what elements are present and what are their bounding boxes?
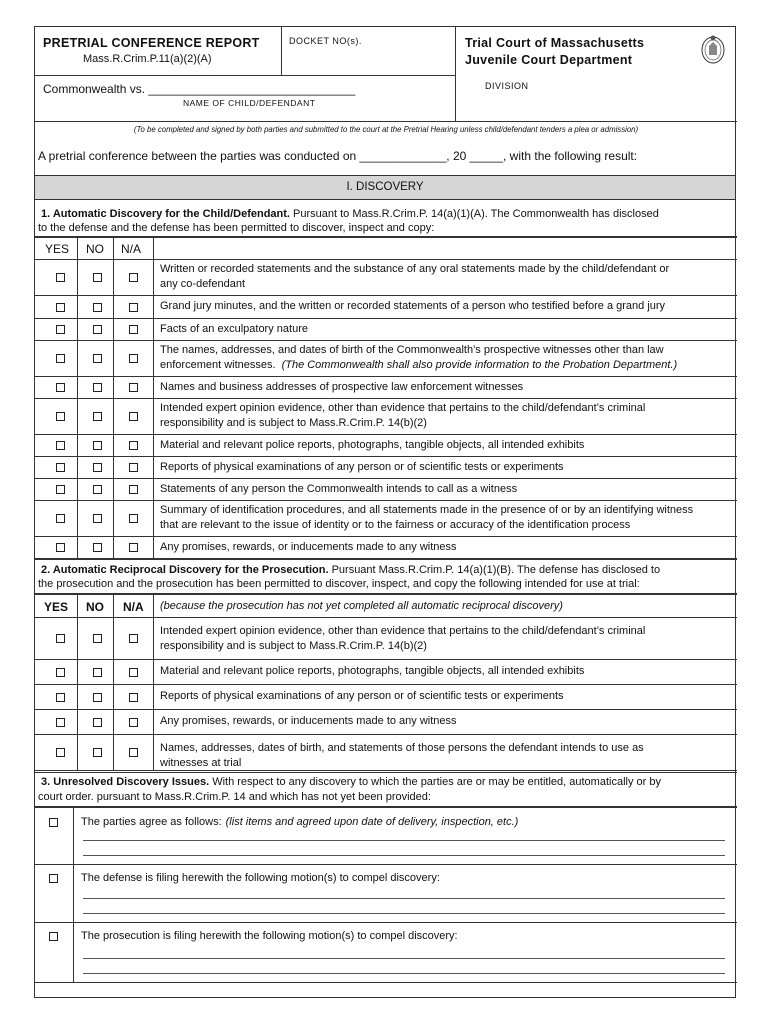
case-caption[interactable]: Commonwealth vs. _______________________________ [43, 82, 356, 96]
auto-item-2-no-checkbox[interactable] [93, 303, 102, 312]
auto-item-7-label: Material and relevant police reports, photographs, tangible objects, all intended exhibits [160, 438, 585, 451]
recip-item-1-na-checkbox[interactable] [129, 634, 138, 643]
recip-item-5-yes-checkbox[interactable] [56, 748, 65, 757]
auto-item-11-na-checkbox[interactable] [129, 543, 138, 552]
auto-item-8-no-checkbox[interactable] [93, 463, 102, 472]
prosecution-motion-line-2[interactable] [83, 973, 725, 974]
defense-motion-label: The defense is filing herewith the following motion(s) to compel discovery: [81, 872, 440, 884]
auto-item-2-label: Grand jury minutes, and the written or recorded statements of a person who testified before a grand jury [160, 300, 666, 312]
recip-item-2-yes-checkbox[interactable] [56, 668, 65, 677]
recip-item-5-na-checkbox[interactable] [129, 748, 138, 757]
recip-item-4-yes-checkbox[interactable] [56, 718, 65, 727]
auto-item-8-na-checkbox[interactable] [129, 463, 138, 472]
col-na-header: N/A [121, 242, 142, 256]
prosecution-motion-checkbox[interactable] [49, 932, 58, 941]
auto-item-1-no-checkbox[interactable] [93, 273, 102, 282]
parties-agree-line-1[interactable] [83, 840, 725, 841]
state-seal-icon [699, 33, 727, 65]
form-rule: Mass.R.Crim.P.11(a)(2)(A) [83, 53, 212, 65]
auto-item-4-na-checkbox[interactable] [129, 354, 138, 363]
col-yes-header: YES [45, 242, 70, 256]
auto-item-5-na-checkbox[interactable] [129, 383, 138, 392]
auto-item-9-yes-checkbox[interactable] [56, 485, 65, 494]
section-discovery-title: I. DISCOVERY [35, 175, 735, 200]
prosecution-motion-line-1[interactable] [83, 958, 725, 959]
auto-item-2-yes-checkbox[interactable] [56, 303, 65, 312]
form-title: PRETRIAL CONFERENCE REPORT [43, 36, 260, 50]
instructions: (To be completed and signed by both parties and submitted to the court at the Pretrial Hearing unless child/defendant tenders a plea or admission) [133, 125, 639, 134]
auto-item-11-yes-checkbox[interactable] [56, 543, 65, 552]
recip-item-1-label: Intended expert opinion evidence, other than evidence that pertains to the child/defendant’s criminal responsibility and is subject to Mass.R.Crim.P. 14(b)(2) [160, 625, 646, 652]
auto-item-9-no-checkbox[interactable] [93, 485, 102, 494]
auto-item-5-label: Names and business addresses of prospective law enforcement witnesses [160, 380, 524, 393]
recip-item-5-label: Names, addresses, dates of birth, and statements of those persons the defendant intends to use as witnesses at trial [160, 742, 644, 769]
prosecution-motion-label: The prosecution is filing herewith the following motion(s) to compel discovery: [81, 930, 458, 942]
auto-discovery-heading-line2: to the defense and the defense has been permitted to discover, inspect and copy: [38, 222, 435, 234]
recip-col-note: (because the prosecution has not yet completed all automatic reciprocal discovery) [160, 600, 563, 612]
recip-item-3-label: Reports of physical examinations of any person or of scientific tests or experiments [160, 690, 564, 702]
recip-item-1-yes-checkbox[interactable] [56, 634, 65, 643]
parties-agree-line-2[interactable] [83, 855, 725, 856]
form-page [34, 26, 736, 998]
auto-item-10-na-checkbox[interactable] [129, 514, 138, 523]
court-name: Trial Court of Massachusetts [465, 36, 645, 50]
auto-item-11-label: Any promises, rewards, or inducements made to any witness [160, 540, 457, 553]
auto-item-3-no-checkbox[interactable] [93, 325, 102, 334]
auto-item-3-na-checkbox[interactable] [129, 325, 138, 334]
recip-col-yes-header: YES [44, 600, 69, 614]
recip-item-5-no-checkbox[interactable] [93, 748, 102, 757]
conference-intro: A pretrial conference between the parties was conducted on _____________, 20 _____, with the following result: [38, 149, 638, 163]
auto-item-10-no-checkbox[interactable] [93, 514, 102, 523]
auto-item-8-label: Reports of physical examinations of any person or of scientific tests or experiments [160, 460, 564, 473]
recip-item-3-na-checkbox[interactable] [129, 693, 138, 702]
auto-item-3-yes-checkbox[interactable] [56, 325, 65, 334]
auto-item-6-no-checkbox[interactable] [93, 412, 102, 421]
auto-item-3-label: Facts of an exculpatory nature [160, 322, 308, 335]
auto-item-7-no-checkbox[interactable] [93, 441, 102, 450]
defense-motion-line-2[interactable] [83, 913, 725, 914]
auto-item-1-label: Written or recorded statements and the substance of any oral statements made by the child/defendant or any co-defendant [160, 263, 670, 290]
unresolved-heading-line2: court order. pursuant to Mass.R.Crim.P. 14 and which has not yet been provided: [38, 791, 431, 803]
name-label: NAME OF CHILD/DEFENDANT [183, 98, 316, 108]
defense-motion-line-1[interactable] [83, 898, 725, 899]
recip-item-3-no-checkbox[interactable] [93, 693, 102, 702]
auto-item-7-na-checkbox[interactable] [129, 441, 138, 450]
recip-item-4-label: Any promises, rewards, or inducements made to any witness [160, 715, 457, 727]
recip-item-2-na-checkbox[interactable] [129, 668, 138, 677]
auto-item-6-na-checkbox[interactable] [129, 412, 138, 421]
parties-agree-label: The parties agree as follows: (list items and agreed upon date of delivery, inspection, etc.) [81, 816, 519, 828]
auto-item-2-na-checkbox[interactable] [129, 303, 138, 312]
defense-motion-checkbox[interactable] [49, 874, 58, 883]
docket-label: DOCKET NO(s). [289, 36, 362, 46]
recip-item-4-no-checkbox[interactable] [93, 718, 102, 727]
auto-item-8-yes-checkbox[interactable] [56, 463, 65, 472]
recip-item-2-no-checkbox[interactable] [93, 668, 102, 677]
recip-item-4-na-checkbox[interactable] [129, 718, 138, 727]
auto-item-1-yes-checkbox[interactable] [56, 273, 65, 282]
division-label: DIVISION [485, 81, 529, 91]
recip-item-1-no-checkbox[interactable] [93, 634, 102, 643]
auto-item-9-na-checkbox[interactable] [129, 485, 138, 494]
recip-col-no-header: NO [86, 600, 104, 614]
auto-item-7-yes-checkbox[interactable] [56, 441, 65, 450]
auto-item-4-yes-checkbox[interactable] [56, 354, 65, 363]
auto-item-1-na-checkbox[interactable] [129, 273, 138, 282]
auto-item-6-yes-checkbox[interactable] [56, 412, 65, 421]
recip-col-na-header: N/A [123, 600, 144, 614]
auto-discovery-heading: 1. Automatic Discovery for the Child/Defendant. Pursuant to Mass.R.Crim.P. 14(a)(1)(A). The Commonwealth has disclosed [41, 208, 659, 220]
auto-item-4-label: The names, addresses, and dates of birth of the Commonwealth’s prospective witnesses other than law enforcement witnesses. (The Commonwealth shall also provide information to the Probation Department.) [160, 344, 678, 371]
auto-item-5-no-checkbox[interactable] [93, 383, 102, 392]
recip-item-2-label: Material and relevant police reports, photographs, tangible objects, all intended exhibits [160, 665, 585, 677]
auto-item-9-label: Statements of any person the Commonwealth intends to call as a witness [160, 482, 518, 495]
reciprocal-heading: 2. Automatic Reciprocal Discovery for the Prosecution. Pursuant Mass.R.Crim.P. 14(a)(1)(B). The defense has disclosed to [41, 564, 661, 576]
unresolved-heading: 3. Unresolved Discovery Issues. With respect to any discovery to which the parties are or may be entitled, automatically or by [41, 776, 661, 788]
col-no-header: NO [86, 242, 104, 256]
auto-item-6-label: Intended expert opinion evidence, other than evidence that pertains to the child/defendant’s criminal responsibility and is subject to Mass.R.Crim.P. 14(b)(2) [160, 402, 646, 429]
reciprocal-heading-line2: the prosecution and the prosecution has been permitted to discover, inspect, and copy the following intended for use at trial: [38, 578, 640, 590]
auto-item-11-no-checkbox[interactable] [93, 543, 102, 552]
parties-agree-checkbox[interactable] [49, 818, 58, 827]
court-department: Juvenile Court Department [465, 53, 633, 67]
recip-item-3-yes-checkbox[interactable] [56, 693, 65, 702]
auto-item-10-yes-checkbox[interactable] [56, 514, 65, 523]
auto-item-4-no-checkbox[interactable] [93, 354, 102, 363]
auto-item-10-label: Summary of identification procedures, and all statements made in the presence of or by an identifying witness that are relevant to the issue of identity or to the fairness or accuracy of the identification process [160, 504, 694, 531]
auto-item-5-yes-checkbox[interactable] [56, 383, 65, 392]
